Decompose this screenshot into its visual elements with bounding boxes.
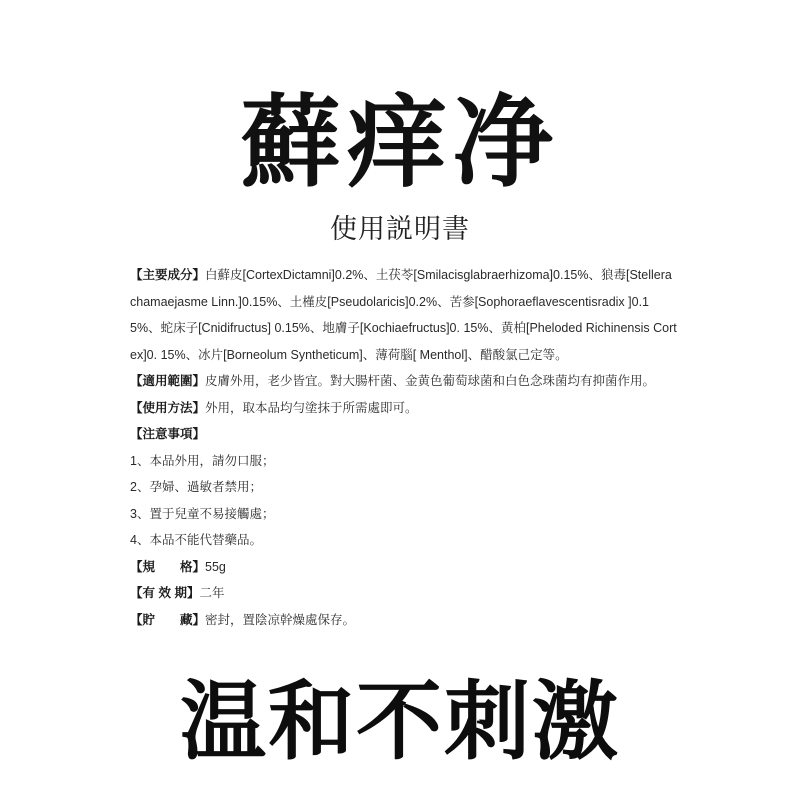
validity-section	[130, 580, 678, 607]
precaution-item: 2、孕婦、過敏者禁用；	[130, 480, 262, 494]
scope-section	[130, 368, 678, 395]
instruction-content	[130, 262, 678, 633]
precaution-item: 3、置于兒童不易接觸處；	[130, 506, 275, 521]
precautions-heading	[130, 421, 678, 448]
scope-label: 【適用範圍】	[130, 374, 206, 388]
validity-label: 【有 效 期】	[130, 586, 200, 600]
spec-label: 【規 格】	[130, 559, 206, 574]
usage-text: 外用，取本品均勻塗抹于所需處即可。	[205, 400, 418, 415]
storage-section	[130, 607, 678, 634]
storage-label: 【貯 藏】	[130, 612, 206, 627]
usage-label: 【使用方法】	[130, 400, 206, 415]
slogan-footer: 温和不刺激	[180, 671, 620, 772]
validity-text: 二年	[199, 586, 225, 600]
precautions-label: 【注意事項】	[130, 427, 206, 441]
precaution-item: 1、本品外用，請勿口服；	[130, 453, 275, 468]
document-subtitle: 使用説明書	[330, 214, 470, 245]
storage-text: 密封，置陰凉幹燥處保存。	[205, 612, 356, 627]
ingredients-section	[130, 262, 678, 368]
precaution-item: 4、本品不能代替藥品。	[130, 533, 262, 547]
product-title: 蘚痒净	[241, 83, 559, 201]
ingredients-label: 【主要成分】	[130, 268, 206, 282]
spec-text: 55g	[205, 559, 226, 574]
scope-text: 皮膚外用，老少皆宜。對大腸杆菌、金黄色葡萄球菌和白色念珠菌均有抑菌作用。	[205, 374, 656, 388]
spec-section	[130, 554, 678, 581]
usage-section	[130, 395, 678, 422]
ingredients-text: 白蘚皮[CortexDictamni]0.2%、土茯苓[Smilacisglabraerhizoma]0.15%、狼毒[Stellera chamaejasme Linn.]0.15%、土槿皮[Pseudolaricis]0.2%、苦参[Sophoraeflavescentisradix ]0.15%、蛇床子[Cnidifructus] 0.15%、地膚子[Kochiaefructus]0. 15%、黄柏[Pheloded Richinensis Cortex]0. 15%、冰片[Borneolum Syntheticum]、薄荷腦[ Menthol]、醋酸氯己定等。	[130, 268, 677, 362]
